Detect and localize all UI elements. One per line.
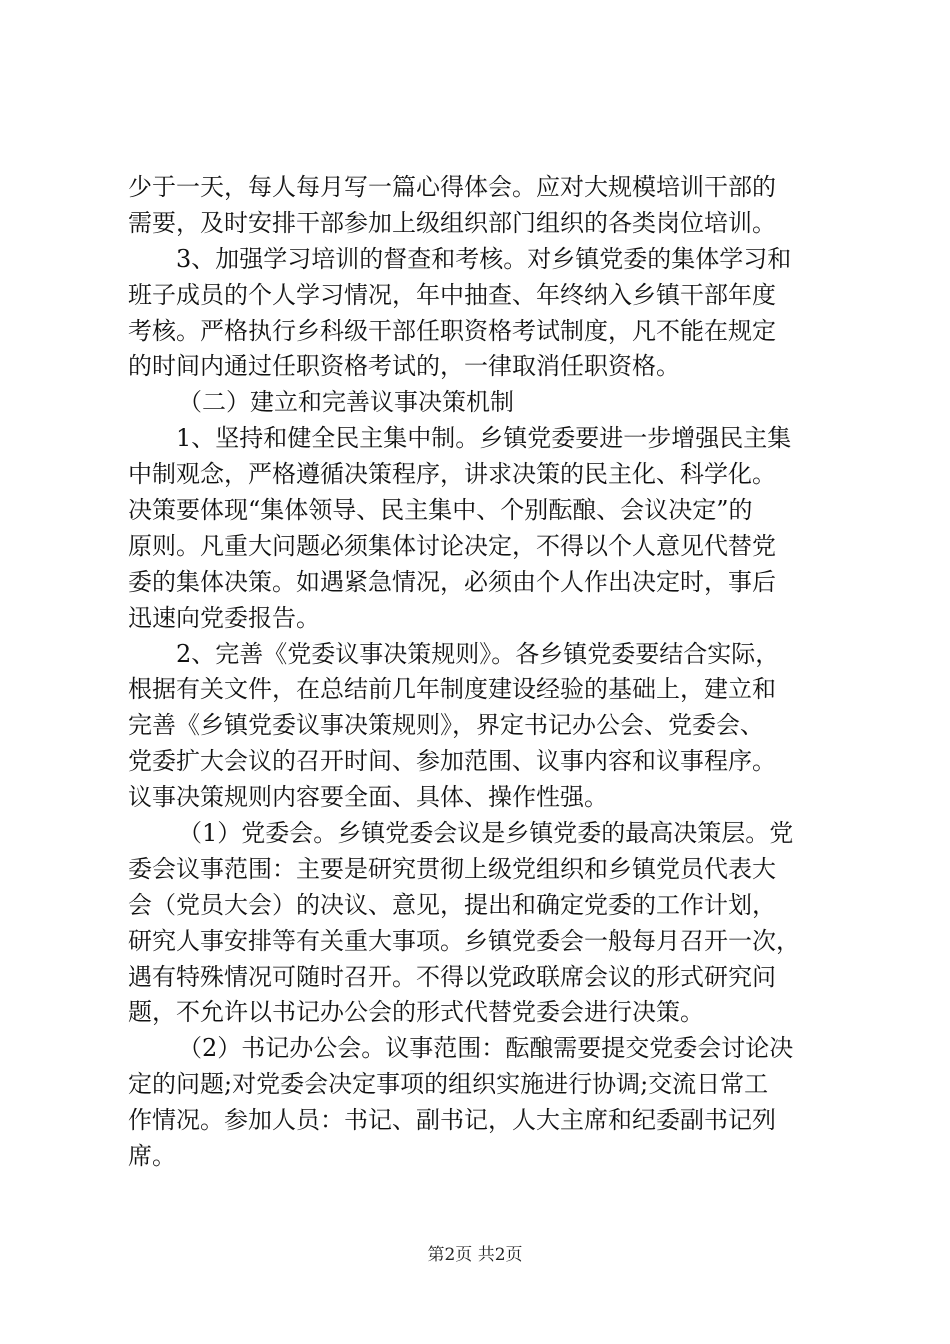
text-line: 需要，及时安排干部参加上级组织部门组织的各类岗位培训。 [128,208,776,237]
page-number-label: 第2页 共2页 [427,1245,523,1265]
text-line: 决策要体现“集体领导、民主集中、个别酝酿、会议决定”的 [128,496,753,525]
text-line: 定的问题;对党委会决定事项的组织实施进行协调;交流日常工 [128,1070,769,1099]
section-heading: （二）建立和完善议事决策机制 [178,388,514,417]
text-line: 的时间内通过任职资格考试的，一律取消任职资格。 [128,352,680,381]
text-line: 少于一天，每人每月写一篇心得体会。应对大规模培训干部的 [128,173,776,201]
paragraph-heading-line: 1、坚持和健全民主集中制。乡镇党委要进一步增强民主集 [176,424,792,453]
text-line: 中制观念，严格遵循决策程序，讲求决策的民主化、科学化。 [128,460,776,489]
text-line: 作情况。参加人员：书记、副书记，人大主席和纪委副书记列 [128,1106,776,1135]
text-line: 迅速向党委报告。 [128,603,320,632]
text-line: 遇有特殊情况可随时召开。不得以党政联席会议的形式研究问 [128,962,776,991]
text-line: 根据有关文件，在总结前几年制度建设经验的基础上，建立和 [128,675,776,704]
text-line: 班子成员的个人学习情况，年中抽查、年终纳入乡镇干部年度 [128,280,776,309]
paragraph-heading-line: （2）书记办公会。议事范围：酝酿需要提交党委会讨论决 [178,1034,794,1063]
text-line: 题，不允许以书记办公会的形式代替党委会进行决策。 [128,998,704,1027]
paragraph-heading-line: 3、加强学习培训的督查和考核。对乡镇党委的集体学习和 [176,244,792,273]
page-footer [0,1244,950,1266]
text-line: 研究人事安排等有关重大事项。乡镇党委会一般每月召开一次， [128,926,800,955]
text-line: 考核。严格执行乡科级干部任职资格考试制度，凡不能在规定 [128,316,776,345]
text-line: 委会议事范围：主要是研究贯彻上级党组织和乡镇党员代表大 [128,854,776,883]
text-line: 议事决策规则内容要全面、具体、操作性强。 [128,783,608,812]
text-line: 会（党员大会）的决议、意见，提出和确定党委的工作计划， [128,890,776,919]
text-line: 党委扩大会议的召开时间、参加范围、议事内容和议事程序。 [128,747,776,776]
paragraph-heading-line: 2、完善《党委议事决策规则》。各乡镇党委要结合实际， [176,639,780,668]
document-body [128,170,848,1175]
text-line: 完善《乡镇党委议事决策规则》，界定书记办公会、党委会、 [128,711,764,740]
text-line: 委的集体决策。如遇紧急情况，必须由个人作出决定时，事后 [128,567,776,596]
paragraph-heading-line: （1）党委会。乡镇党委会议是乡镇党委的最高决策层。党 [178,819,794,848]
text-line: 席。 [128,1142,176,1171]
text-line: 原则。凡重大问题必须集体讨论决定，不得以个人意见代替党 [128,531,776,560]
